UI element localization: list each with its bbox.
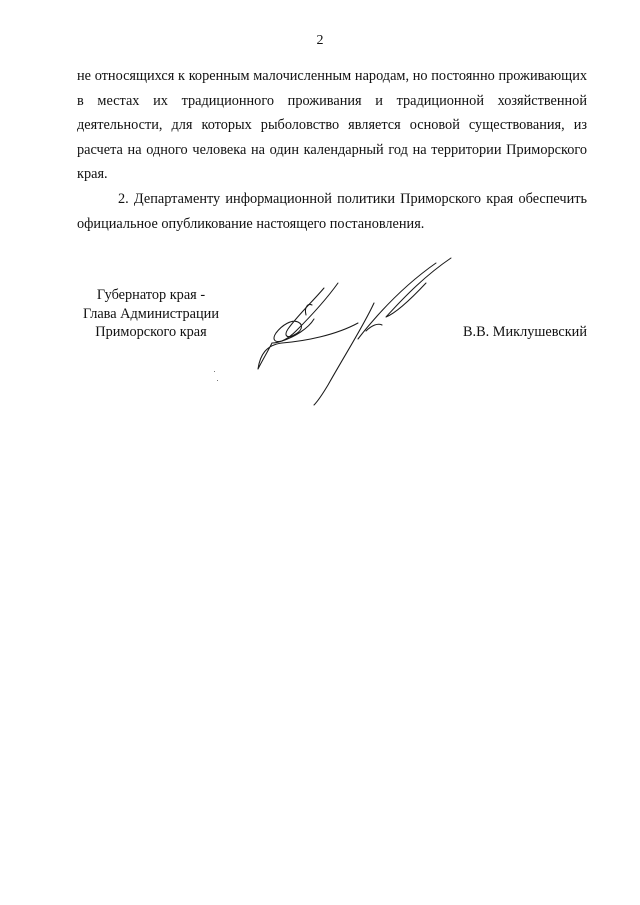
scan-speck [217, 380, 218, 381]
scan-speck [214, 371, 215, 372]
signatory-title-line: Губернатор края - [96, 287, 206, 303]
signatory-title-line: Глава Администрации [83, 305, 219, 322]
paragraph-continuation: не относящихся к коренным малочисленным народам, но постоянно проживающих в местах их традиционного проживания и традиционной хозяйственной деятельности, для которых рыболовство является основой существования, из расчета на одного человека на один календарный год на территории Приморского края. [77, 68, 587, 183]
document-body [77, 64, 587, 236]
signatory-title [77, 286, 225, 342]
signer-name: В.В. Миклушевский [462, 324, 587, 340]
page-number: 2 [316, 33, 324, 48]
signatory-title-line: Приморского края [95, 324, 207, 340]
paragraph-item-2: 2. Департаменту информационной политики Приморского края обеспечить официальное опубликование настоящего постановления. [77, 190, 587, 232]
handwritten-signature [246, 255, 461, 407]
